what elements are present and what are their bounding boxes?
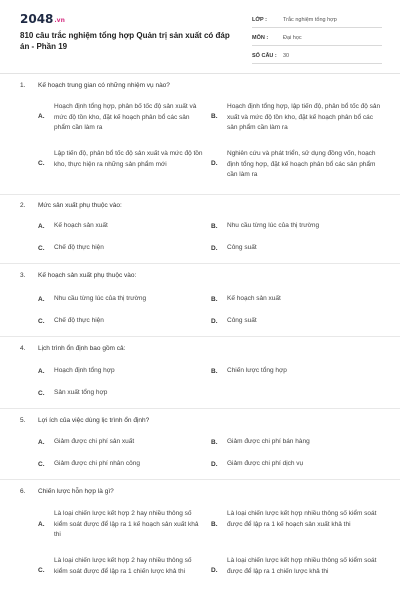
option-letter[interactable]: B. [211, 368, 218, 375]
question-text: Kế hoạch sản xuất phụ thuộc vào: [38, 272, 137, 279]
option-letter[interactable]: B. [211, 439, 218, 446]
document-meta [252, 12, 382, 66]
option-text[interactable]: Nhu cầu từng lúc của thị trường [227, 222, 320, 229]
option-letter[interactable]: A. [38, 296, 45, 303]
option-text[interactable]: Chiến lược tổng hợp [227, 367, 287, 374]
option-letter[interactable]: A. [38, 368, 45, 375]
header-divider [0, 73, 400, 74]
meta-label: MÔN : [252, 34, 269, 41]
document-header [0, 0, 400, 72]
question-text: Lịch trình ổn định bao gồm cả: [38, 345, 126, 352]
option-letter[interactable]: A. [38, 439, 45, 446]
logo-domain-suffix: .vn [54, 17, 65, 24]
option-letter[interactable]: D. [211, 461, 218, 468]
question-divider [0, 408, 400, 409]
question-text: Mức sản xuất phụ thuộc vào: [38, 202, 122, 209]
option-text[interactable]: Hoạch định tổng hợp [54, 367, 115, 374]
meta-value: Trắc nghiệm tổng hợp [283, 16, 337, 23]
option-text[interactable]: Công suất [227, 317, 257, 324]
meta-row-subject [252, 30, 382, 46]
option-letter[interactable]: D. [211, 318, 218, 325]
option-text[interactable]: Giảm được chi phí bán hàng [227, 438, 310, 445]
option-text[interactable]: Giảm được chi phí sản xuất [54, 438, 135, 445]
option-letter[interactable]: C. [38, 160, 45, 167]
option-letter[interactable]: A. [38, 521, 45, 528]
option-text[interactable]: Hoạch định tổng hợp, lập tiến độ, phân bổ tốc độ sản xuất và mức độ tồn kho, đặt kế hoạch phân bổ các sản phẩm cần làm ra [227, 103, 381, 131]
question-number: 4. [20, 345, 26, 352]
option-text[interactable]: Nghiên cứu và phát triển, sử dụng đồng vốn, hoạch định tổng hợp, đặt kế hoạch phân bổ các sản phẩm cần làm ra [227, 150, 376, 178]
question-number: 2. [20, 202, 26, 209]
question-number: 5. [20, 417, 26, 424]
question-divider [0, 336, 400, 337]
option-letter[interactable]: C. [38, 567, 45, 574]
meta-label: LỚP : [252, 16, 267, 23]
site-logo[interactable] [20, 12, 65, 26]
option-letter[interactable]: D. [211, 160, 218, 167]
meta-value: 30 [283, 52, 290, 59]
question-text: Kế hoạch trung gian có những nhiệm vụ nào? [38, 82, 170, 89]
option-text[interactable]: Kế hoạch sản xuất [54, 222, 108, 229]
option-letter[interactable]: C. [38, 245, 45, 252]
meta-value: Đại học [283, 34, 302, 41]
option-text[interactable]: Là loại chiến lược kết hợp nhiều thông số kiểm soát được để lập ra 1 chiến lược khả thi [227, 557, 377, 575]
option-letter[interactable]: B. [211, 223, 218, 230]
question-divider [0, 194, 400, 195]
question-number: 1. [20, 82, 26, 89]
option-letter[interactable]: A. [38, 223, 45, 230]
option-letter[interactable]: D. [211, 567, 218, 574]
question-text: Lợi ích của việc dùng lịc trình ổn định? [38, 417, 150, 424]
option-letter[interactable]: B. [211, 296, 218, 303]
meta-row-question-count [252, 48, 382, 64]
option-text[interactable]: Là loại chiến lược kết hợp 2 hay nhiều thông số kiểm soát được để lập ra 1 kế hoạch sản xuất khả thi [54, 510, 199, 538]
meta-row-class [252, 12, 382, 28]
option-text[interactable]: Là loại chiến lược kết hợp 2 hay nhiều thông số kiểm soát được để lập ra 1 chiến lược khả thi [54, 557, 192, 575]
question-divider [0, 263, 400, 264]
question-number: 3. [20, 272, 26, 279]
option-text[interactable]: Giảm được chi phí nhân công [54, 460, 140, 467]
option-text[interactable]: Chế độ thực hiện [54, 317, 104, 324]
question-number: 6. [20, 488, 26, 495]
question-text: Chiến lược hỗn hợp là gì? [38, 488, 114, 495]
document-title: 810 câu trắc nghiệm tổng hợp Quản trị sản xuất có đáp án - Phần 19 [20, 31, 230, 51]
option-text[interactable]: Là loại chiến lược kết hợp nhiều thông số kiểm soát được để lập ra 1 kế hoạch sản xuất khả thi [227, 510, 377, 528]
option-letter[interactable]: C. [38, 390, 45, 397]
option-text[interactable]: Nhu cầu từng lúc của thị trường [54, 295, 147, 302]
option-text[interactable]: Kế hoạch sản xuất [227, 295, 281, 302]
logo-main-text: 2048 [20, 12, 54, 26]
option-text[interactable]: Chế độ thực hiện [54, 244, 104, 251]
question-divider [0, 479, 400, 480]
option-text[interactable]: Sản xuất tổng hợp [54, 389, 108, 396]
option-letter[interactable]: C. [38, 461, 45, 468]
option-text[interactable]: Lập tiến độ, phân bổ tốc độ sản xuất và mức độ tồn kho, thực hiện ra những sản phẩm mới [54, 150, 203, 168]
option-text[interactable]: Hoạch định tổng hợp, phân bố tốc độ sản xuất và mức độ tồn kho, đặt kế hoạch phân bổ các sản phẩm cần làm ra [54, 103, 197, 131]
option-letter[interactable]: D. [211, 245, 218, 252]
option-letter[interactable]: B. [211, 113, 218, 120]
option-letter[interactable]: A. [38, 113, 45, 120]
option-text[interactable]: Công suất [227, 244, 257, 251]
meta-label: SỐ CÂU : [252, 52, 277, 59]
option-text[interactable]: Giảm được chi phí dịch vụ [227, 460, 304, 467]
option-letter[interactable]: C. [38, 318, 45, 325]
option-letter[interactable]: B. [211, 521, 218, 528]
